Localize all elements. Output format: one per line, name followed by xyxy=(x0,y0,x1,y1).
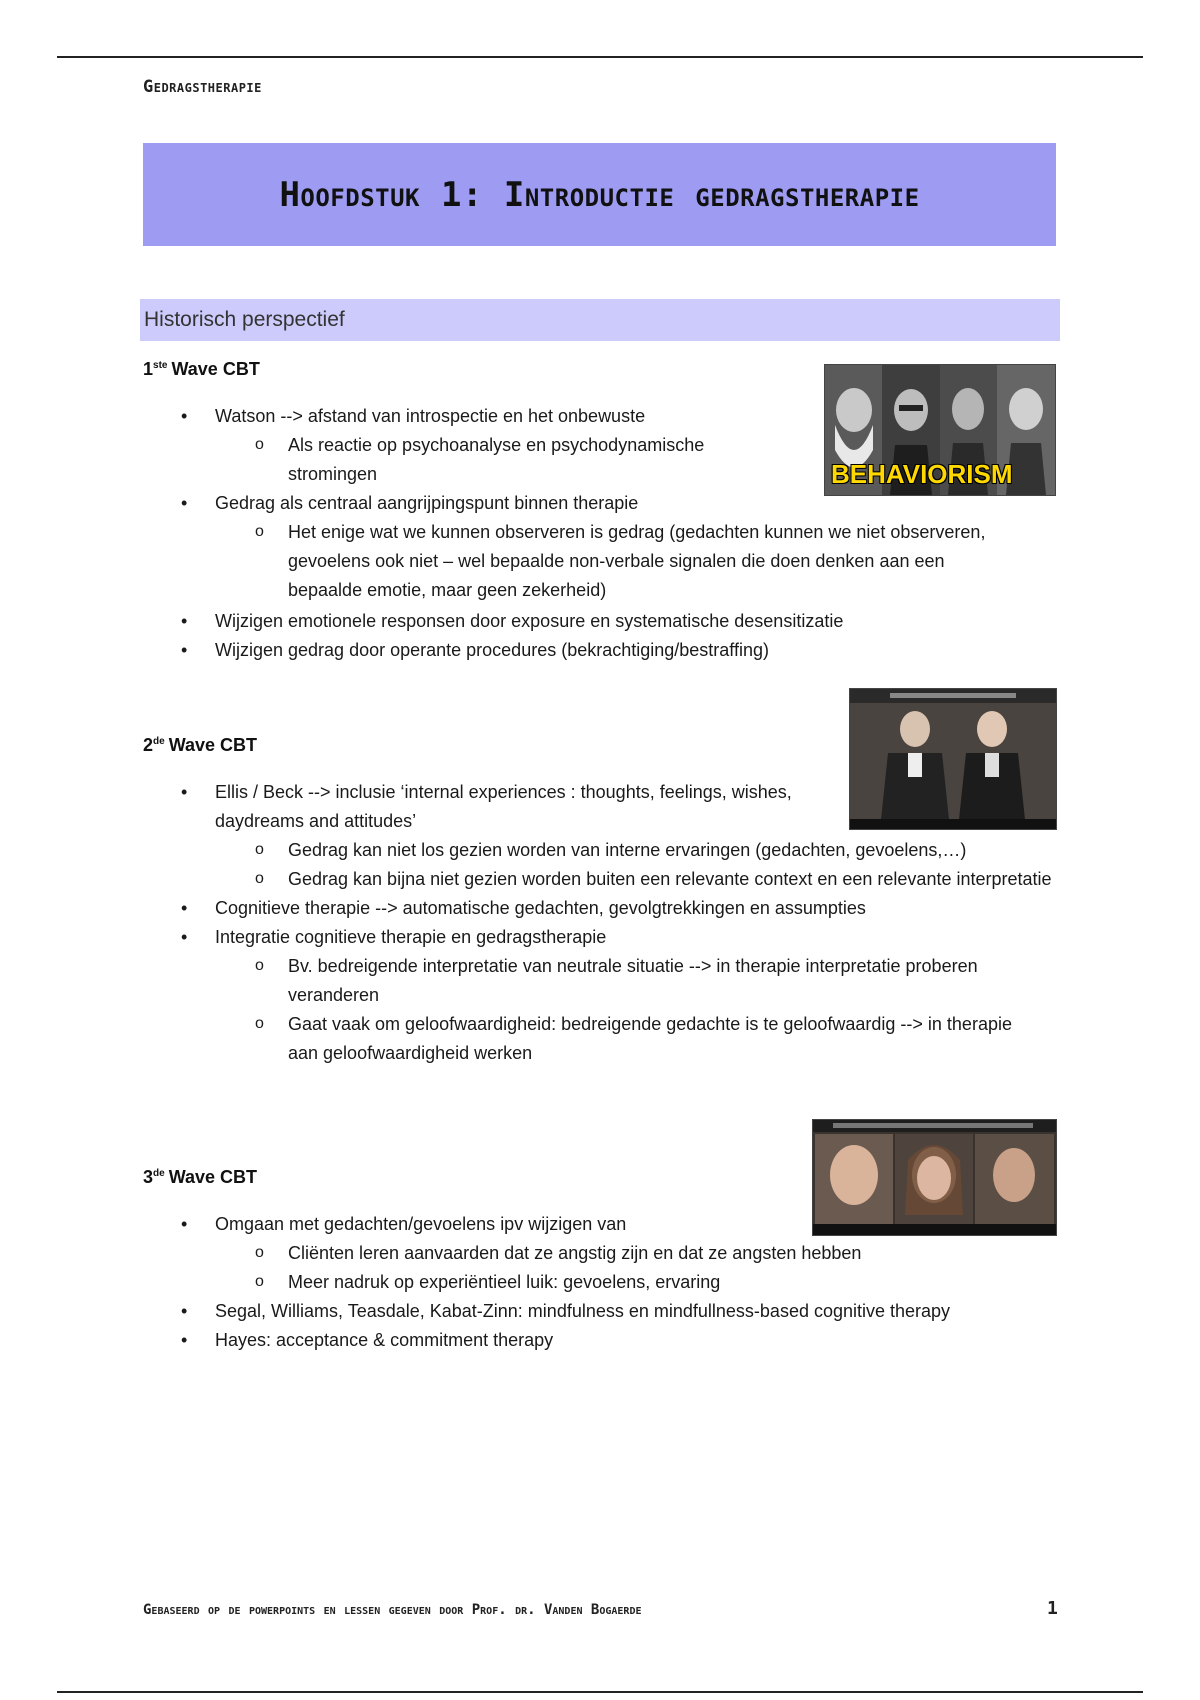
page-number: 1 xyxy=(1047,1598,1058,1619)
behaviorism-caption: BEHAVIORISM xyxy=(831,459,1013,489)
sub-list-item: o Gaat vaak om geloofwaardigheid: bedreigende gedachte is te geloofwaardig --> in therapie aan geloofwaardigheid werken xyxy=(288,1010,1028,1068)
sub-list-item: o Het enige wat we kunnen observeren is gedrag (gedachten kunnen we niet observeren, gevoelens ook niet – wel bepaalde non-verbale signalen die doen denken aan een bepaalde emotie, maar geen zekerheid) xyxy=(288,518,1018,605)
wave1-list xyxy=(0,402,1050,665)
wave2-heading xyxy=(143,735,257,756)
wave3-label: Wave CBT xyxy=(168,1167,258,1187)
sub-list-item: o Meer nadruk op experiëntieel luik: gevoelens, ervaring xyxy=(288,1268,1050,1297)
wave2-number: 2 xyxy=(143,735,154,755)
sub-list-item: o Gedrag kan bijna niet gezien worden buiten een relevante context en een relevante interpretatie xyxy=(288,865,1058,894)
sub-list-item: o Cliënten leren aanvaarden dat ze angstig zijn en dat ze angsten hebben xyxy=(288,1239,1050,1268)
section-heading-bar xyxy=(140,299,1060,341)
chapter-title-banner xyxy=(143,143,1056,246)
wave3-list xyxy=(0,1210,1050,1355)
wave3-number: 3 xyxy=(143,1167,154,1187)
sub-list-item: o Gedrag kan niet los gezien worden van interne ervaringen (gedachten, gevoelens,…) xyxy=(288,836,1058,865)
list-item: • Wijzigen emotionele responsen door exposure en systematische desensitizatie xyxy=(0,607,1050,636)
wave3-suffix: de xyxy=(153,1168,165,1179)
list-item: • Segal, Williams, Teasdale, Kabat-Zinn: mindfulness en mindfullness-based cognitive therapy xyxy=(0,1297,1050,1326)
list-item: • Omgaan met gedachten/gevoelens ipv wijzigen van o Cliënten leren aanvaarden dat ze angstig zijn en dat ze angsten hebben o Meer nadruk op experiëntieel luik: gevoelens, ervaring xyxy=(0,1210,1050,1297)
wave1-heading xyxy=(143,359,260,380)
wave2-suffix: de xyxy=(153,736,165,747)
sub-list-item: o Als reactie op psychoanalyse en psychodynamische stromingen xyxy=(288,431,758,489)
list-item: • Gedrag als centraal aangrijpingspunt binnen therapie o Het enige wat we kunnen observeren is gedrag (gedachten kunnen we niet observeren, gevoelens ook niet – wel bepaalde non-verbale signalen die doen denken aan een bepaalde emotie, maar geen zekerheid) xyxy=(0,489,1050,605)
list-item: • Cognitieve therapie --> automatische gedachten, gevolgtrekkingen en assumpties xyxy=(0,894,1050,923)
list-item: • Watson --> afstand van introspectie en het onbewuste o Als reactie op psychoanalyse en psychodynamische stromingen xyxy=(0,402,1050,489)
list-item: • Wijzigen gedrag door operante procedures (bekrachtiging/bestraffing) xyxy=(0,636,1050,665)
bottom-rule xyxy=(57,1691,1143,1693)
wave1-suffix: ste xyxy=(153,360,168,371)
wave3-heading xyxy=(143,1167,257,1188)
wave2-label: Wave CBT xyxy=(168,735,258,755)
section-title: Historisch perspectief xyxy=(144,308,345,331)
wave1-number: 1 xyxy=(143,359,154,379)
list-item: • Integratie cognitieve therapie en gedragstherapie o Bv. bedreigende interpretatie van neutrale situatie --> in therapie interpretatie proberen veranderen o Gaat vaak om geloofwaardigheid: bedreigende gedachte is te geloofwaardig --> in therapie aan geloofwaardigheid werken xyxy=(0,923,1050,1068)
list-item: • Hayes: acceptance & commitment therapy xyxy=(0,1326,1050,1355)
wave2-list xyxy=(0,778,1050,1068)
running-footer: Gebaseerd op de powerpoints en lessen gegeven door Prof. dr. Vanden Bogaerde xyxy=(143,1602,642,1618)
wave1-label: Wave CBT xyxy=(171,359,260,379)
sub-list-item: o Bv. bedreigende interpretatie van neutrale situatie --> in therapie interpretatie proberen veranderen xyxy=(288,952,1028,1010)
list-item: • Ellis / Beck --> inclusie ‘internal experiences : thoughts, feelings, wishes, daydreams and attitudes’ o Gedrag kan niet los gezien worden van interne ervaringen (gedachten, gevoelens,…) o Gedrag kan bijna niet gezien worden buiten een relevante context en een relevante interpretatie xyxy=(0,778,1050,894)
running-header: Gedragstherapie xyxy=(143,77,262,97)
top-rule xyxy=(57,56,1143,58)
chapter-title: Hoofdstuk 1: Introductie gedragstherapie xyxy=(279,174,920,215)
